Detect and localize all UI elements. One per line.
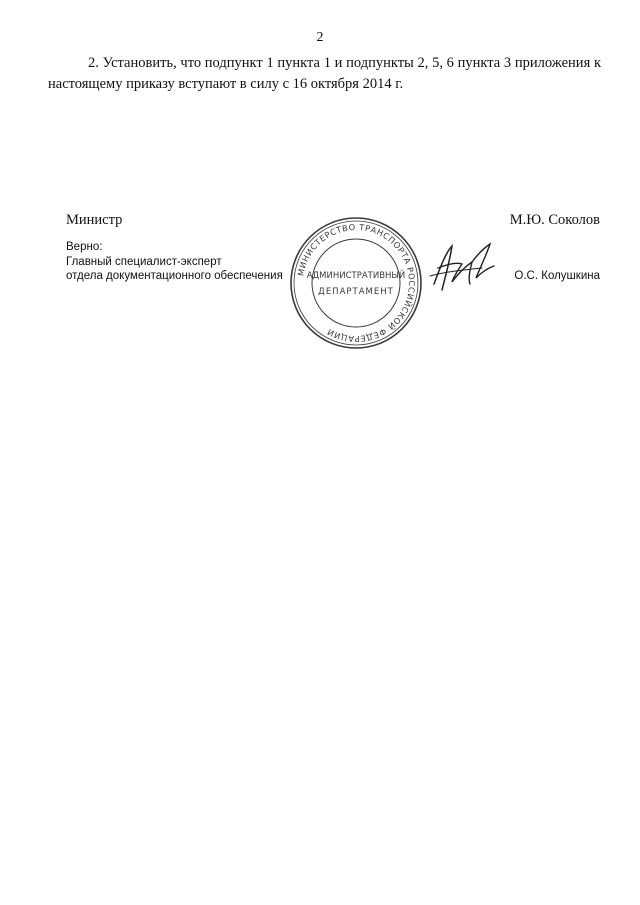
- certifier-title-line2: отдела документационного обеспечения: [66, 270, 283, 282]
- paragraph-2: 2. Установить, что подпункт 1 пункта 1 и подпункты 2, 5, 6 пункта 3 приложения к настоящему приказу вступают в силу с 16 октября 2014 г.: [48, 55, 601, 92]
- svg-text:МИНИСТЕРСТВО ТРАНСПОРТА РОССИЙ: [295, 222, 417, 344]
- certifier-name: О.С. Колушкина: [514, 270, 600, 282]
- minister-label: Министр: [66, 212, 123, 228]
- page-number: 2: [316, 30, 324, 45]
- verified-label: Верно:: [66, 241, 103, 253]
- certification-block: [66, 240, 283, 284]
- handwritten-signature-icon: [428, 238, 500, 296]
- seal-ring-text: МИНИСТЕРСТВО ТРАНСПОРТА РОССИЙСКОЙ ФЕДЕРАЦИИ: [295, 221, 418, 345]
- seal-center-line2: ДЕПАРТАМЕНТ: [318, 287, 394, 297]
- seal-center-line1: АДМИНИСТРАТИВНЫЙ: [306, 271, 406, 281]
- official-seal-icon: [288, 215, 424, 351]
- minister-name: М.Ю. Соколов: [509, 212, 600, 228]
- certifier-title-line1: Главный специалист-эксперт: [66, 255, 222, 268]
